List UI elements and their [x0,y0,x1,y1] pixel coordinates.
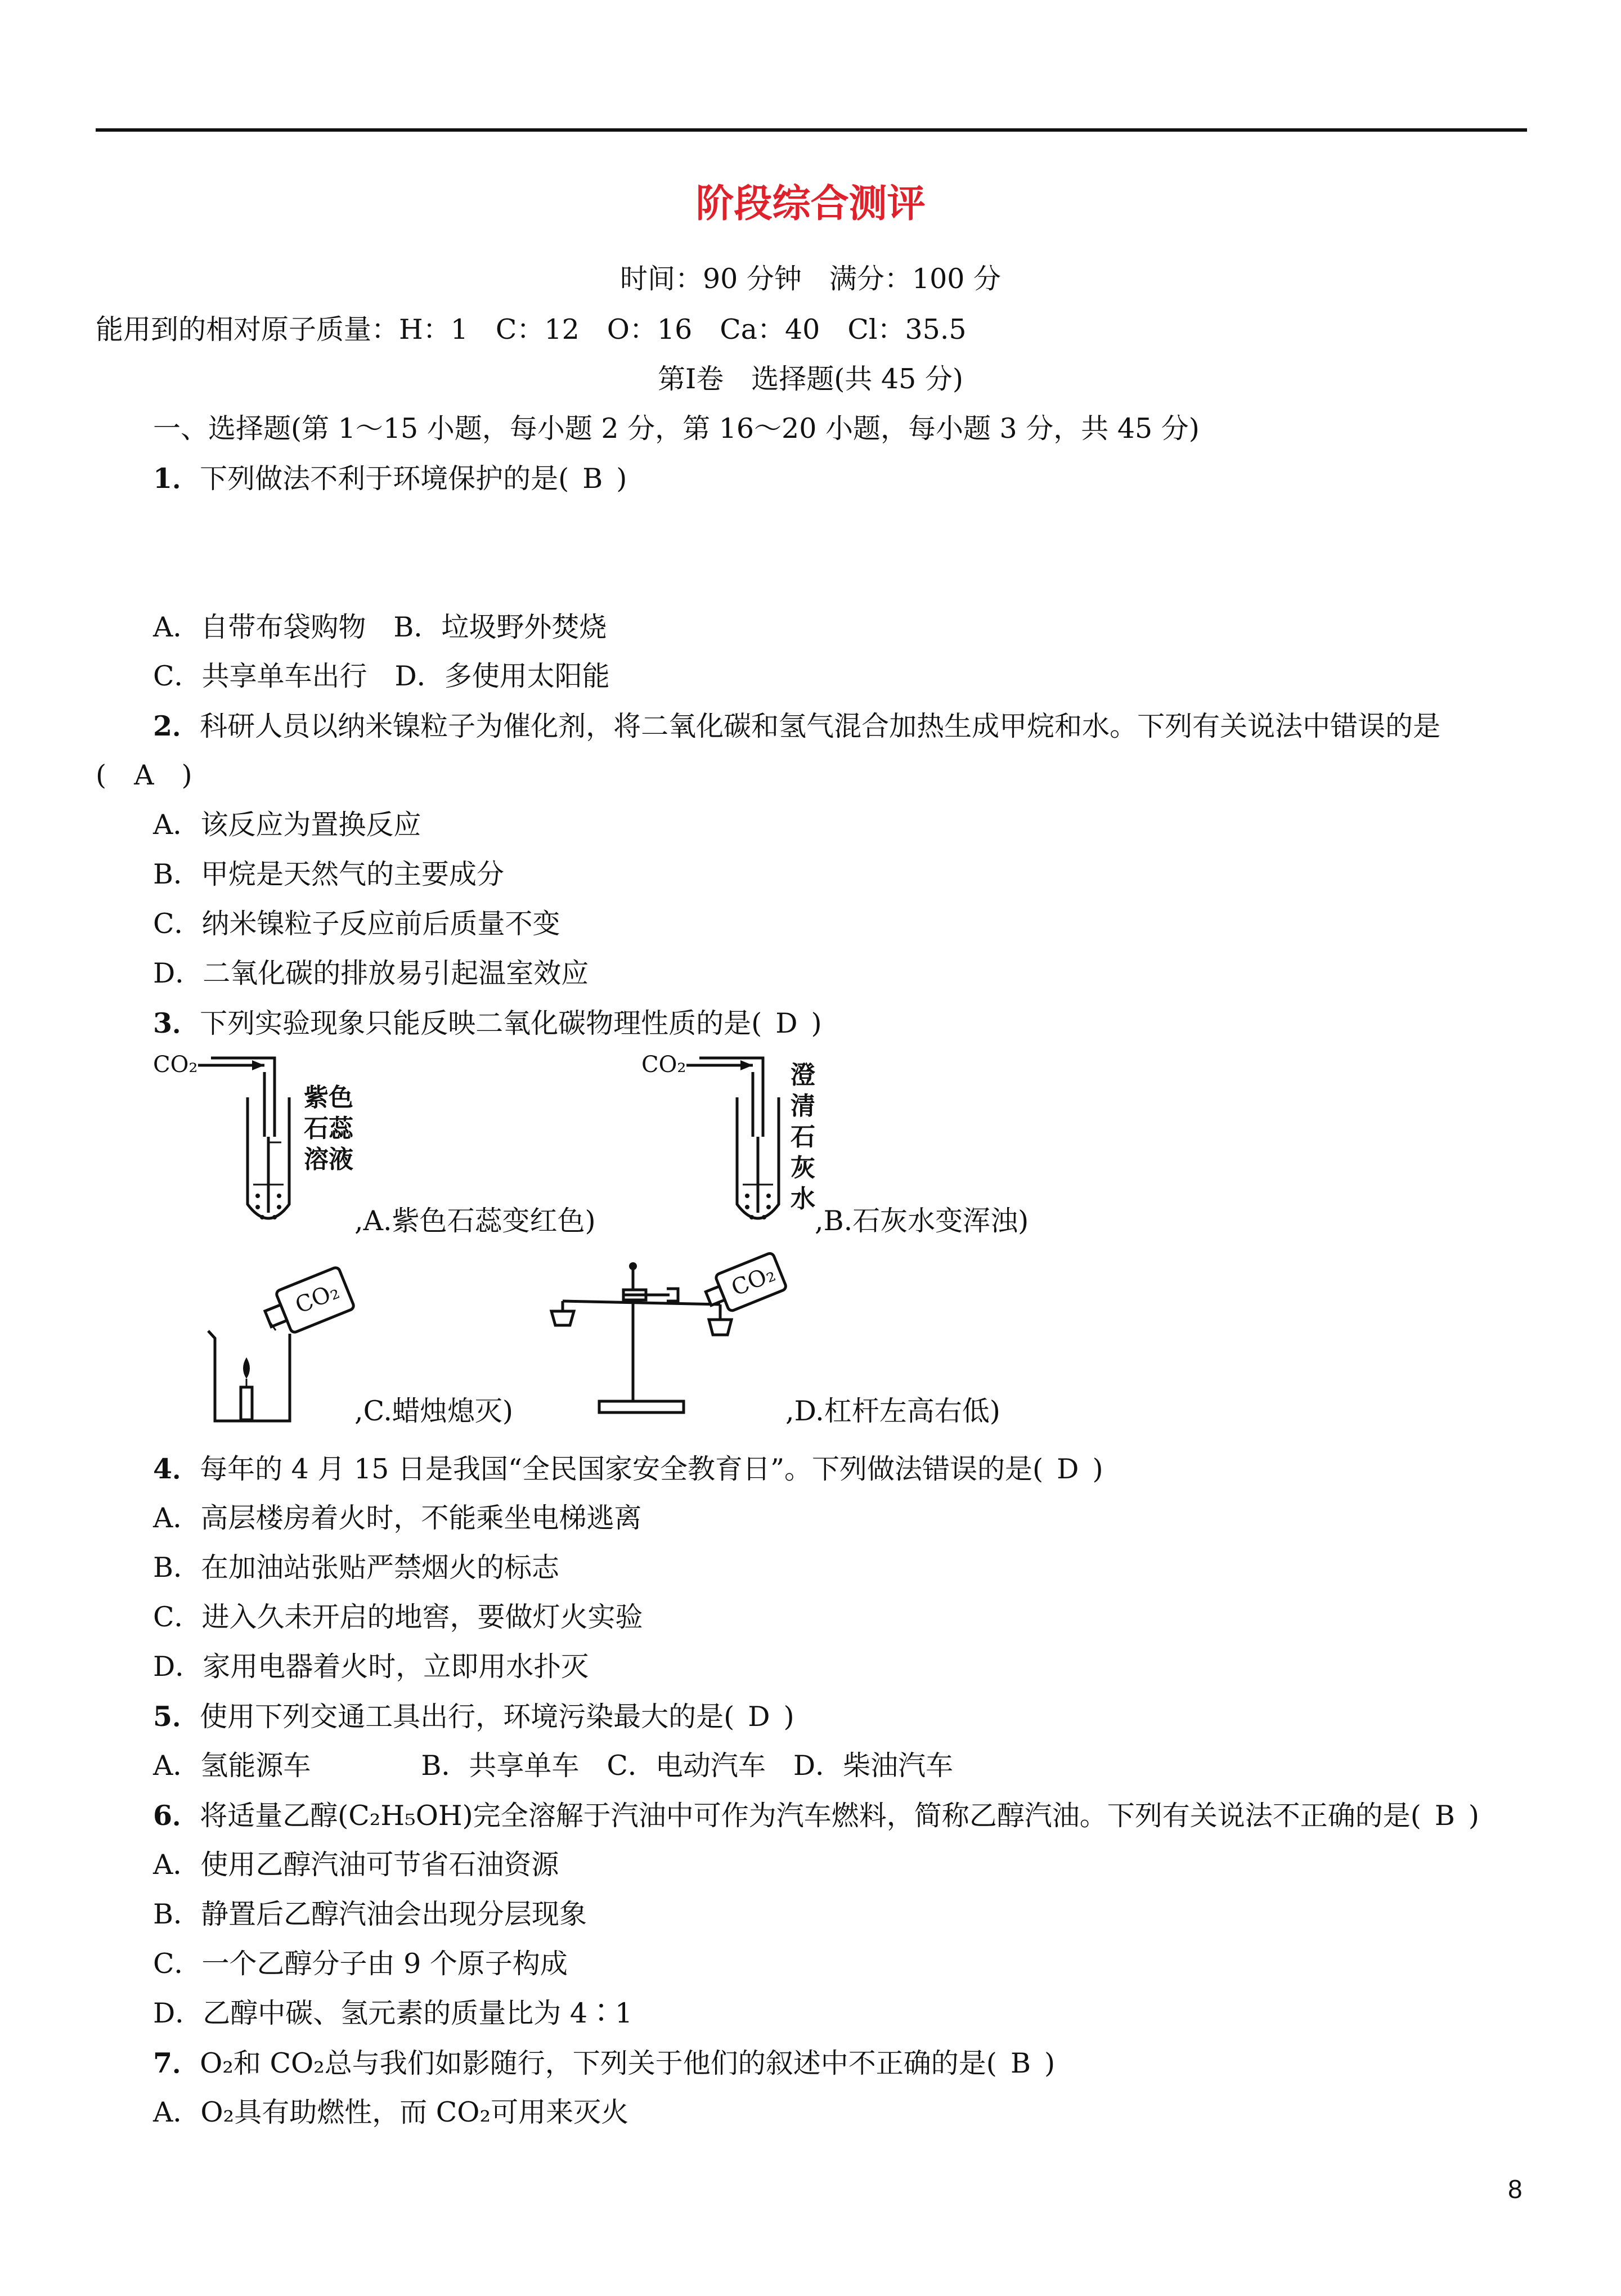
q1-answer: B [582,463,603,495]
q6-option-a: A．使用乙醇汽油可节省石油资源 [153,1849,559,1881]
page-number: 8 [1508,2174,1523,2204]
q5-stem: 使用下列交通工具出行，环境污染最大的是( [200,1701,735,1733]
q6-answer: B [1434,1800,1455,1832]
question-6 [153,1799,1479,1833]
q1-options-line1: A．自带布袋购物 B．垃圾野外焚烧 [153,611,607,643]
question-5 [153,1699,794,1734]
figure-b-co2-label: CO₂ [641,1052,686,1078]
figure-b-caption: ,B.石灰水变浑浊) [815,1205,1029,1237]
question-4 [153,1452,1103,1486]
figure-a-liquid-1: 紫色 [304,1083,353,1112]
instruction: 一、选择题(第 1～15 小题，每小题 2 分，第 16～20 小题，每小题 3 分，共 45 分) [153,412,1200,445]
q4-stem: 每年的 4 月 15 日是我国“全民国家安全教育日”。下列做法错误的是( [200,1453,1044,1485]
q6-option-b: B．静置后乙醇汽油会出现分层现象 [153,1898,587,1930]
q1-options-line2: C．共享单车出行 D．多使用太阳能 [153,660,610,692]
q2-answer: ( A ) [96,759,192,791]
q1-close: ) [616,463,627,495]
q2-option-d: D．二氧化碳的排放易引起温室效应 [153,957,589,989]
section-header: 第Ⅰ卷 选择题(共 45 分) [657,363,964,395]
q6-number: 6． [153,1799,200,1832]
figure-b-liquid-1: 澄 [791,1061,815,1089]
q4-number: 4． [153,1452,200,1485]
q1-stem: 下列做法不利于环境保护的是( [200,463,569,495]
q5-close: ) [783,1701,794,1733]
q2-option-b: B．甲烷是天然气的主要成分 [153,858,505,890]
page-title: 阶段综合测评 [695,181,926,226]
figure-a-liquid-2: 石蕊 [304,1114,353,1143]
q1-number: 1． [153,462,200,495]
figure-b-test-tube [641,1052,815,1219]
q3-answer: D [775,1007,798,1039]
figure-c-beaker-candle [208,1266,355,1421]
q7-option-a: A．O₂具有助燃性，而 CO₂可用来灭火 [153,2096,629,2128]
figure-c-co2-label: CO₂ [291,1278,343,1319]
question-7 [153,2046,1055,2080]
q4-option-c: C．进入久未开启的地窖，要做灯火实验 [153,1601,643,1633]
q7-close: ) [1044,2047,1056,2079]
q6-stem: 将适量乙醇(C₂H₅OH)完全溶解于汽油中可作为汽车燃料，简称乙醇汽油。下列有关说法不正确的是( [200,1800,1421,1832]
figure-b-liquid-5: 水 [791,1185,815,1213]
q5-answer: D [748,1701,770,1733]
q4-close: ) [1092,1453,1103,1485]
q5-options: A．氢能源车 B．共享单车 C．电动汽车 D．柴油汽车 [153,1750,954,1782]
q6-close: ) [1468,1800,1480,1832]
q7-number: 7． [153,2047,200,2079]
q4-option-d: D．家用电器着火时，立即用水扑灭 [153,1651,589,1683]
q3-close: ) [811,1007,822,1039]
q2-stem: 科研人员以纳米镍粒子为催化剂，将二氧化碳和氢气混合加热生成甲烷和水。下列有关说法中错误的是 [200,710,1441,742]
figure-b-liquid-4: 灰 [791,1154,815,1182]
figure-d-caption: ,D.杠杆左高右低) [785,1395,1000,1427]
q5-number: 5． [153,1700,200,1733]
figure-a-liquid-3: 溶液 [304,1145,353,1174]
q3-stem: 下列实验现象只能反映二氧化碳物理性质的是( [200,1007,762,1039]
figure-b-liquid-2: 清 [791,1092,815,1120]
q7-answer: B [1010,2047,1031,2079]
figure-b-liquid-3: 石 [791,1123,815,1151]
q4-answer: D [1057,1453,1079,1485]
figure-a-caption: ,A.紫色石蕊变红色) [354,1205,596,1237]
figure-c-caption: ,C.蜡烛熄灭) [354,1395,514,1427]
q2-number: 2． [153,710,200,742]
q6-option-c: C．一个乙醇分子由 9 个原子构成 [153,1948,568,1980]
q3-number: 3． [153,1007,200,1039]
figure-a-test-tube [153,1052,354,1219]
q2-option-c: C．纳米镍粒子反应前后质量不变 [153,908,560,940]
q4-option-b: B．在加油站张贴严禁烟火的标志 [153,1551,560,1584]
exam-meta: 时间：90 分钟 满分：100 分 [619,263,1002,295]
figure-d-co2-label: CO₂ [728,1261,779,1302]
figure-a-co2-label: CO₂ [153,1052,198,1078]
q6-option-d: D．乙醇中碳、氢元素的质量比为 4∶1 [153,1997,633,2029]
q4-option-a: A．高层楼房着火时，不能乘坐电梯逃离 [153,1502,642,1534]
q7-stem: O₂和 CO₂总与我们如影随行，下列关于他们的叙述中不正确的是( [200,2047,997,2079]
q2-option-a: A．该反应为置换反应 [153,809,421,841]
figure-d-lever-balance [551,1252,787,1412]
atomic-mass-line: 能用到的相对原子质量：H：1 C：12 O：16 Ca：40 Cl：35.5 [96,313,967,346]
